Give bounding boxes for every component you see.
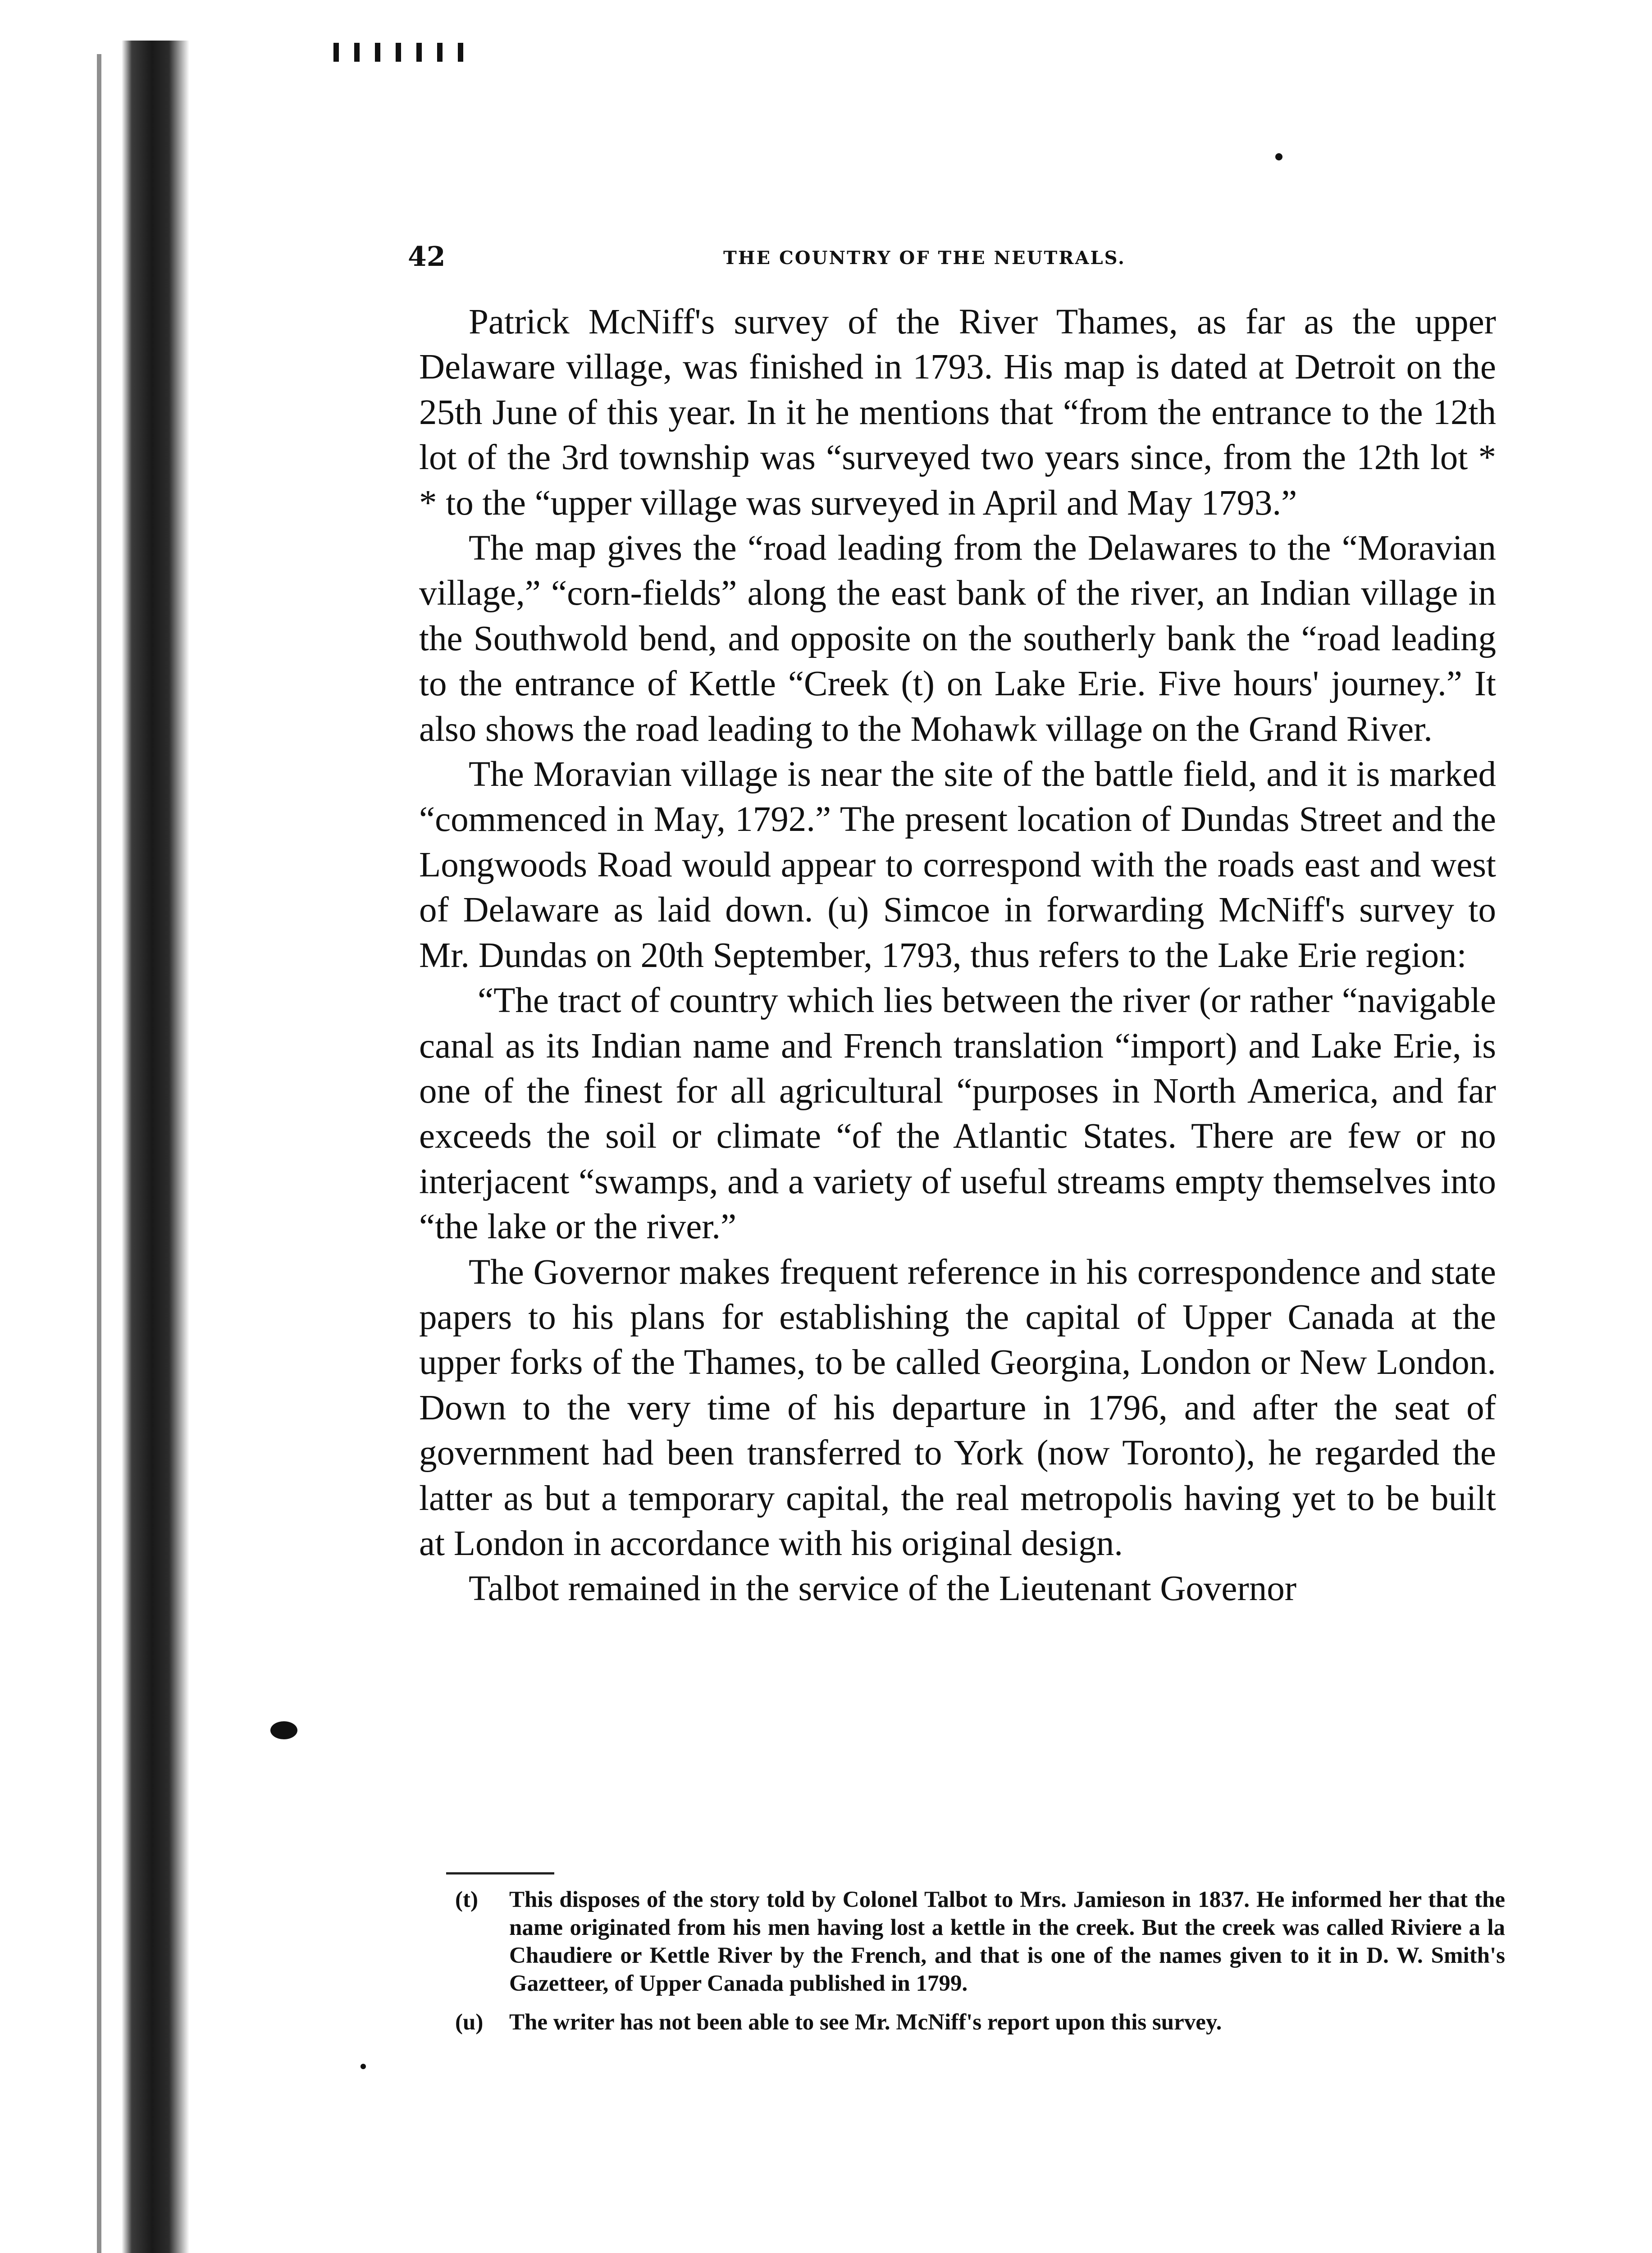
- paragraph: Patrick McNiff's survey of the River Thames, as far as the upper Delaware village, was finished in 1793. His map is dated at Detroit on the 25th June of this year. In it he mentions that “from the entrance to the 12th lot of the 3rd township was “surveyed two years since, from the 12th lot * * to the “upper village was surveyed in April and May 1793.”: [419, 302, 1496, 523]
- running-title: THE COUNTRY OF THE NEUTRALS.: [723, 247, 1126, 269]
- footnote-t: [455, 1886, 1505, 1998]
- scan-margin-line: [97, 54, 101, 2253]
- scan-top-marks: [333, 43, 469, 62]
- running-head: [408, 241, 1521, 277]
- footnote-label: (u): [455, 2010, 484, 2035]
- footnote-text: This disposes of the story told by Colonel Talbot to Mrs. Jamieson in 1837. He informed her that the name originated from his men having lost a kettle in the creek. But the creek was called Riviere a la Chaudiere or Kettle River by the French, and that is one of the names given to it in D. W. Smith's Gazetteer, of Upper Canada published in 1799.: [509, 1887, 1505, 1996]
- block-quote: “The tract of country which lies between the river (or rather “navigable canal as its Indian name and French translation “import) and Lake Erie, is one of the finest for all agricultural “purposes in North America, and far exceeds the soil or climate “of the Atlantic States. There are few or no interjacent “swamps, and a variety of useful streams empty themselves into “the lake or the river.”: [419, 981, 1496, 1247]
- scan-binding-shadow: [122, 41, 189, 2253]
- paragraph: Talbot remained in the service of the Lieutenant Governor: [469, 1569, 1297, 1609]
- paragraph: The Moravian village is near the site of the battle field, and it is marked “commenced in May, 1792.” The present location of Dundas Street and the Longwoods Road would appear to correspond with the roads east and west of Delaware as laid down. (u) Simcoe in forwarding McNiff's survey to Mr. Dundas on 20th September, 1793, thus refers to the Lake Erie region:: [419, 755, 1496, 975]
- body-text: [419, 300, 1496, 1612]
- footnote-text: The writer has not been able to see Mr. McNiff's report upon this survey.: [509, 2010, 1222, 2035]
- page-number: 42: [408, 241, 446, 273]
- footnote-rule: [446, 1872, 554, 1874]
- footnote-u: [455, 2008, 1505, 2036]
- footnotes: [455, 1886, 1505, 2047]
- paragraph: The Governor makes frequent reference in his correspondence and state papers to his plans for establishing the capital of Upper Canada at the upper forks of the Thames, to be called Georgina, London or New London. Down to the very time of his departure in 1796, and after the seat of government had been transferred to York (now Toronto), he regarded the latter as but a temporary capital, the real metropolis having yet to be built at London in accordance with his original design.: [419, 1252, 1496, 1563]
- scan-speck: [361, 2064, 366, 2069]
- scan-speck: [1275, 153, 1282, 160]
- paragraph: The map gives the “road leading from the Delawares to the “Moravian village,” “corn-fields” along the east bank of the river, an Indian village in the Southwold bend, and opposite on the southerly bank the “road leading to the entrance of Kettle “Creek (t) on Lake Erie. Five hours' journey.” It also shows the road leading to the Mohawk village on the Grand River.: [419, 529, 1496, 749]
- footnote-label: (t): [455, 1887, 478, 1912]
- scan-speck: [270, 1721, 297, 1739]
